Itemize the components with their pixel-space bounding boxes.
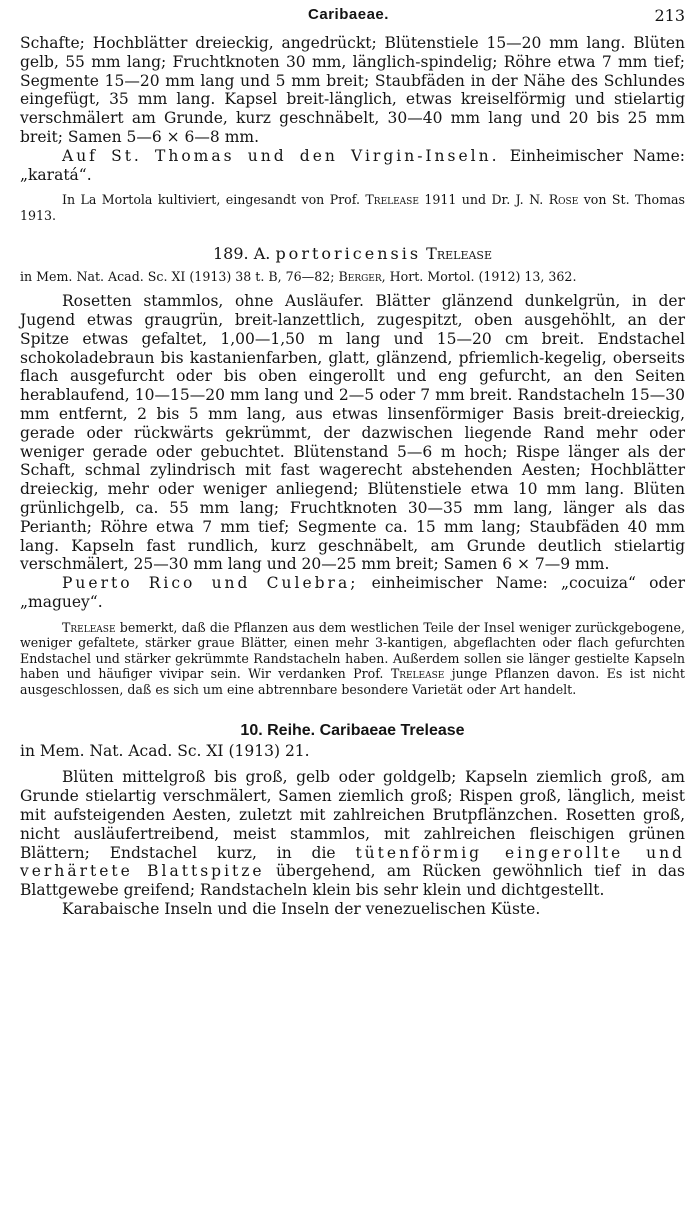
species-name: portoricensis	[275, 243, 422, 263]
page-number: 213	[654, 6, 685, 25]
species-reference	[20, 269, 685, 285]
remark-author-2: Trelease	[390, 666, 445, 682]
series-description-emphasis: tütenförmig eingerollte und verhärtete Blattspitze	[20, 843, 685, 881]
reference-text-2: , Hort. Mortol. (1912) 13, 362.	[381, 268, 577, 284]
author-rose: Rose	[548, 192, 579, 208]
cultivation-note-text-3: von St. Thomas 1913.	[20, 192, 686, 223]
trelease-remark	[20, 620, 685, 698]
distribution-locality: Auf St. Thomas und den Virgin-Inseln.	[62, 146, 500, 165]
remark-author: Trelease	[62, 619, 116, 635]
series-description-text: Blüten mittelgroß bis groß, gelb oder goldgelb; Kapseln ziemlich groß, am Grunde stielartig verschmälert, Samen ziemlich groß; Rispen groß, länglich, meist mit aufsteigenden Aesten, zuletzt mit zahlreichen Brutpflänzchen. Rosetten groß, nicht ausläufertreibend, meist stammlos, mit zahlreichen fleischigen grünen Blättern; Endstachel kurz, in die	[20, 768, 685, 862]
distribution-puerto-rico	[20, 574, 685, 612]
cultivation-note	[20, 192, 685, 223]
distribution-vernacular: Einheimischer Name: „karatá“.	[20, 146, 685, 184]
species-heading	[20, 244, 685, 263]
spacer	[20, 184, 685, 192]
remark-text-2: junge Pflanzen davon. Es ist nicht ausgeschlossen, daß es sich um eine abtrennbare besondere Varietät oder Art handelt.	[20, 666, 685, 698]
cultivation-note-text: In La Mortola kultiviert, eingesandt von Prof.	[62, 192, 366, 208]
running-title: Caribaeae.	[308, 6, 389, 23]
reference-author: Berger	[338, 268, 382, 284]
series-description	[20, 768, 685, 900]
spacer	[20, 760, 685, 768]
series-heading: 10. Reihe. Caribaeae Trelease	[240, 721, 465, 739]
spacer	[20, 612, 685, 620]
author-trelease: Trelease	[365, 192, 419, 208]
reference-text: in Mem. Nat. Acad. Sc. XI (1913) 38 t. B, 76—82;	[20, 268, 339, 284]
cultivation-note-text-2: 1911 und Dr. J. N.	[418, 192, 549, 208]
page-body	[20, 34, 685, 919]
species-number: 189. A.	[213, 243, 276, 263]
species-author: Trelease	[426, 243, 492, 263]
remark-text: bemerkt, daß die Pflanzen aus dem westlichen Teile der Insel weniger zurückgebogene, weniger gefaltete, stärker graue Blätter, einen mehr 3-kantigen, abgeflachten oder flach gefurchten Endstachel und stärker gekrümmte Randstacheln haben. Außerdem sollen sie länger gestielte Kapseln haben und häufiger vivipar sein. Wir verdanken Prof.	[20, 619, 685, 682]
species-description: Rosetten stammlos, ohne Ausläufer. Blätter glänzend dunkelgrün, in der Jugend etwas graugrün, breit-lanzettlich, zugespitzt, oben ausgehöhlt, an der Spitze etwas gefaltet, 1,00—1,50 m lang und 15—20 cm breit. Endstachel schokoladebraun bis kastanienfarben, glatt, glänzend, pfriemlich-kegelig, oberseits flach ausgefurcht oder bis oben eingerollt und eng gefurcht, an den Seiten herablaufend, 10—15—20 mm lang und 2—5 oder 7 mm breit. Randstacheln 15—30 mm entfernt, 2 bis 5 mm lang, aus etwas linsenförmiger Basis breit-dreieckig, gerade oder rückwärts gekrümmt, der dazwischen liegende Rand mehr oder weniger gerade oder gebuchtet. Blütenstand 5—6 m hoch; Rispe länger als der Schaft, schmal zylindrisch mit fast wagerecht abstehenden Aesten; Hochblätter dreieckig, mehr oder weniger anliegend; Blütenstiele etwa 10 mm lang. Blüten grünlichgelb, ca. 55 mm lang; Fruchtknoten 30—35 mm lang, länger als das Perianth; Röhre etwa 7 mm tief; Segmente ca. 15 mm lang; Staubfäden 40 mm lang. Kapseln fast rundlich, kurz geschnäbelt, am Grunde deutlich stielartig verschmälert, 25—30 mm lang und 20—25 mm breit; Samen 6 × 7—9 mm.	[20, 292, 685, 574]
description-paragraph-continued: Schafte; Hochblätter dreieckig, angedrückt; Blütenstiele 15—20 mm lang. Blüten gelb, 55 mm lang; Fruchtknoten 30 mm, länglich-spindelig; Röhre etwa 7 mm tief; Segmente 15—20 mm lang und 5 mm breit; Staubfäden in der Nähe des Schlundes eingefügt, 35 mm lang. Kapsel breit-länglich, etwas kreiselförmig und stielartig verschmälert am Grunde, kurz geschnäbelt, 30—40 mm lang und 20 bis 25 mm breit; Samen 5—6 × 6—8 mm.	[20, 34, 685, 146]
running-head	[0, 6, 697, 28]
series-description-text-2: übergehend, am Rücken gewöhnlich tief in das Blattgewebe greifend; Randstacheln klein bis sehr klein und dichtgestellt.	[20, 862, 685, 900]
distribution-locality: Puerto Rico und Culebra;	[62, 574, 359, 593]
series-distribution: Karabaische Inseln und die Inseln der venezuelischen Küste.	[62, 900, 541, 919]
spacer	[20, 284, 685, 292]
distribution-st-thomas	[20, 147, 685, 185]
distribution-vernacular: einheimischer Name: „cocuiza“ oder „maguey“.	[20, 574, 685, 611]
series-reference: in Mem. Nat. Acad. Sc. XI (1913) 21.	[20, 741, 310, 760]
